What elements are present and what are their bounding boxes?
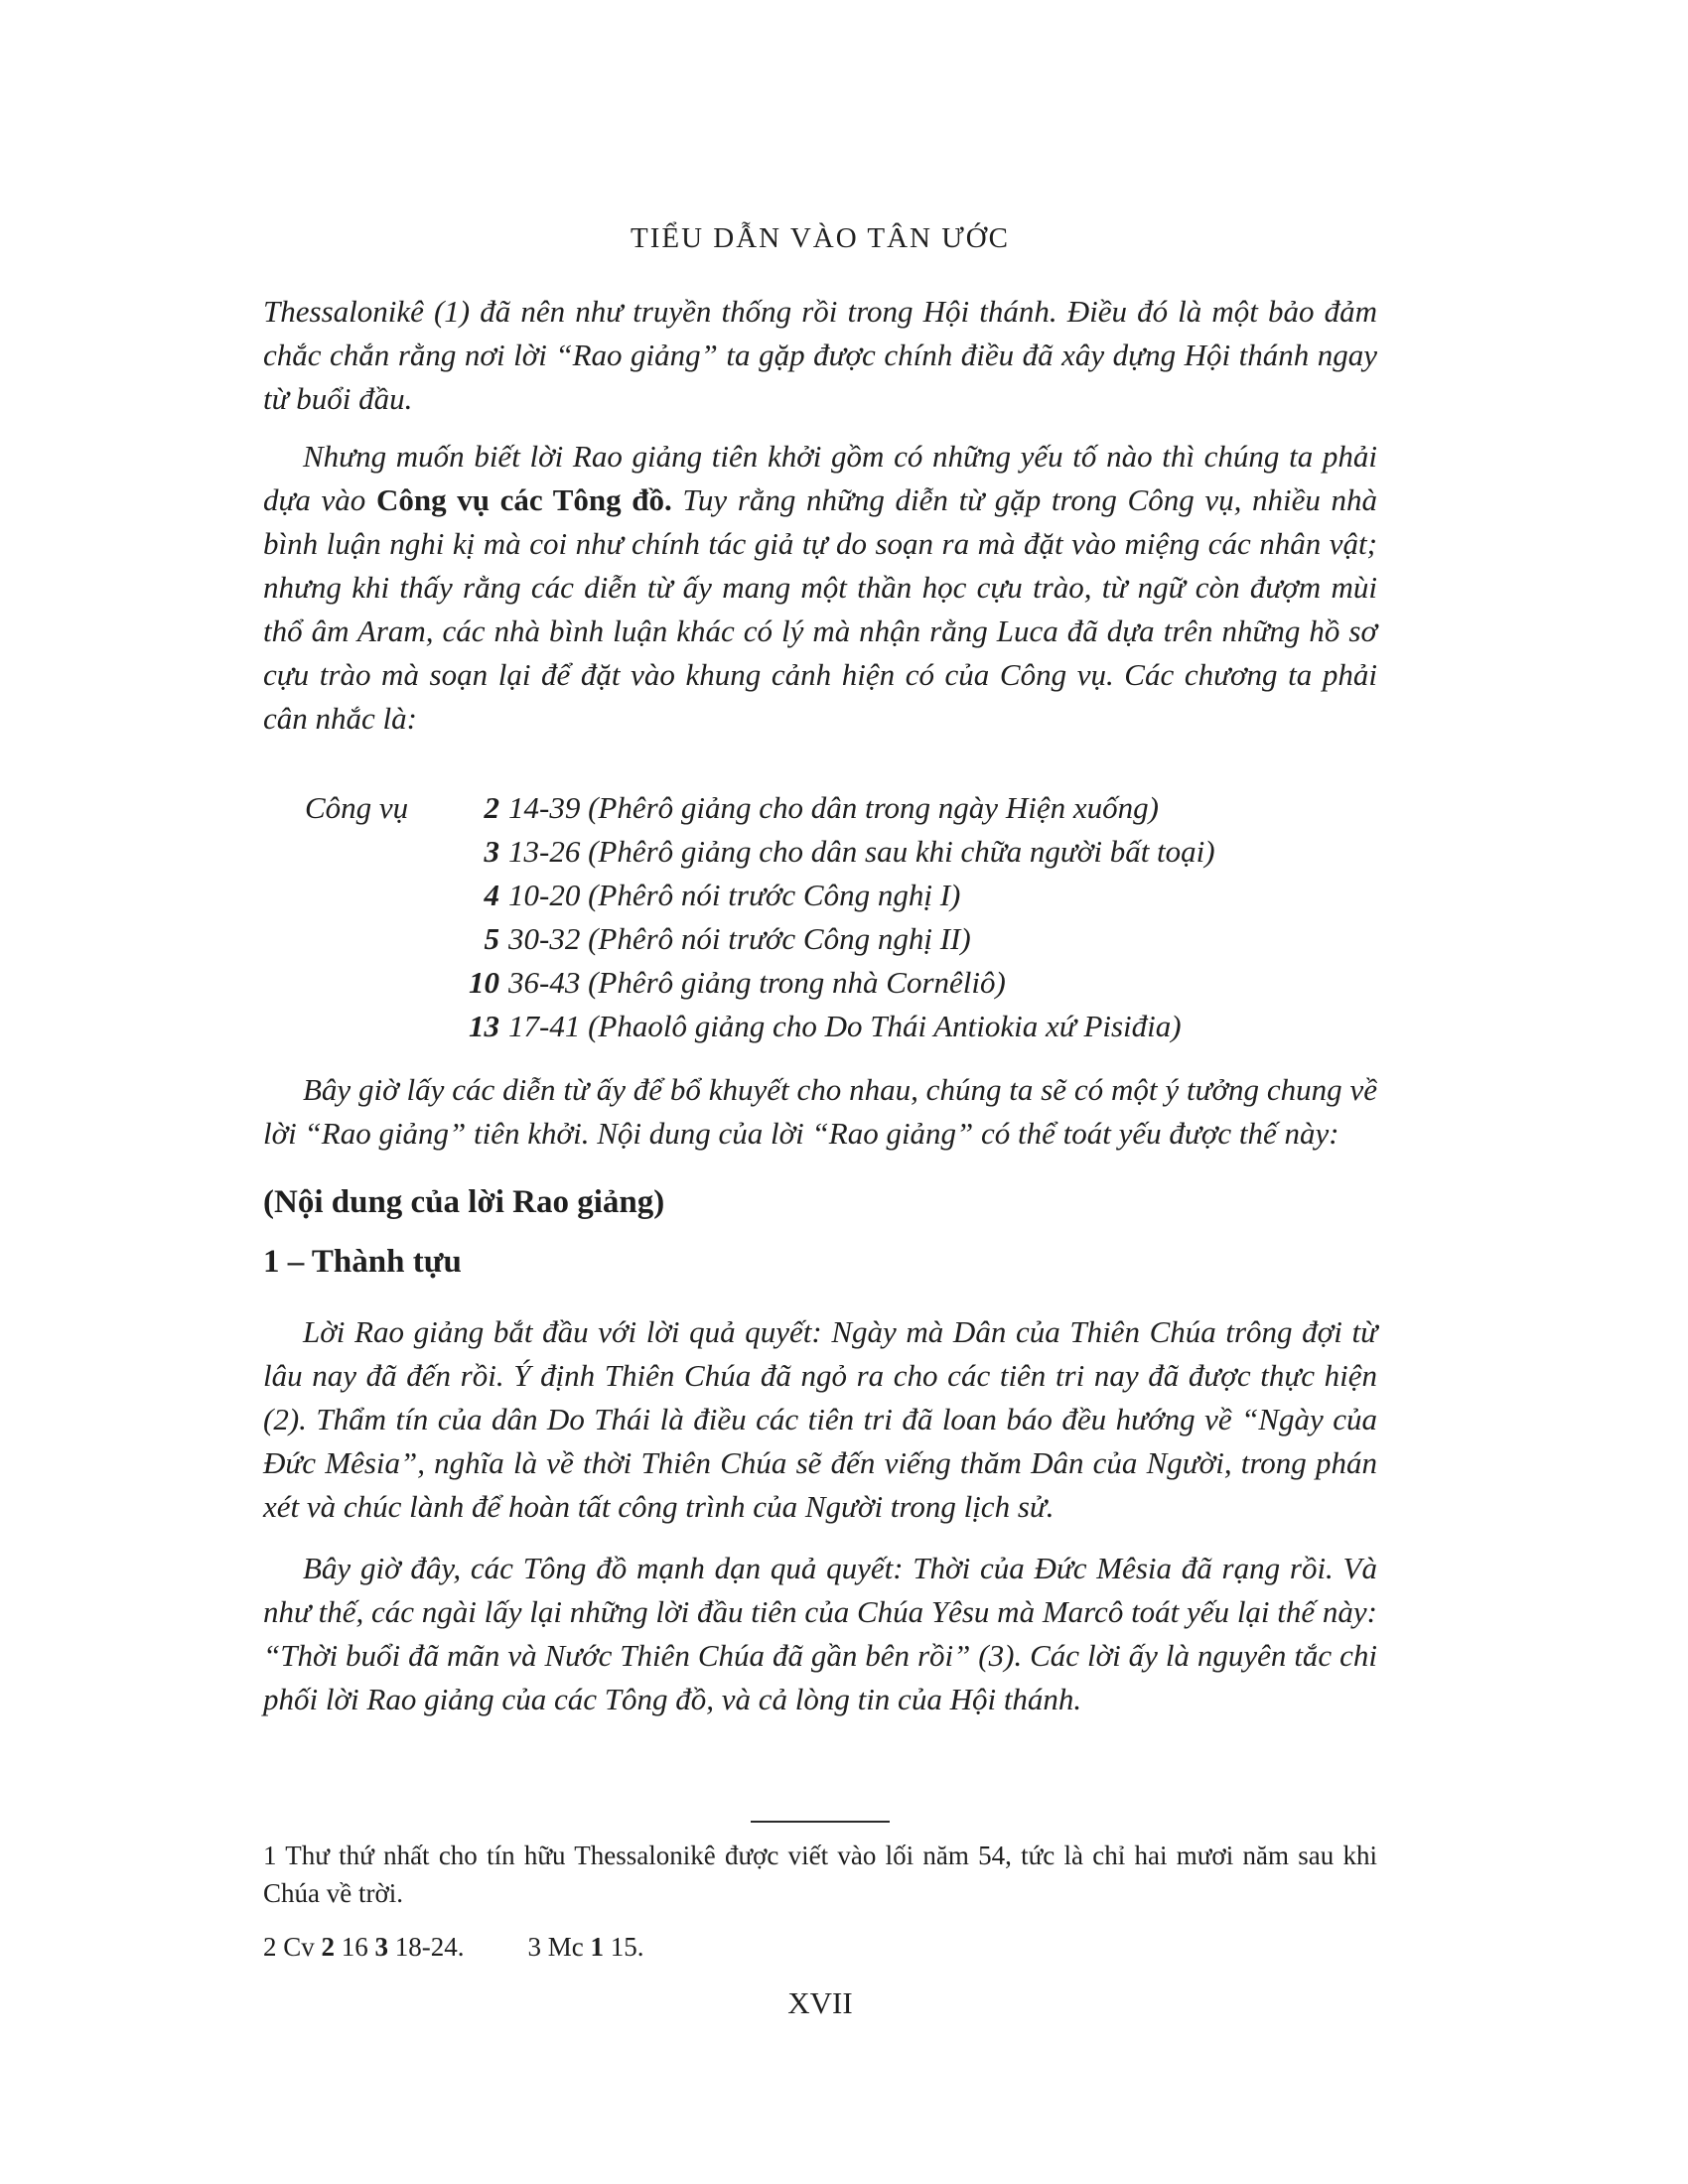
reference-book-label	[263, 1005, 452, 1048]
reference-book-label	[263, 917, 452, 961]
reference-row	[263, 917, 1377, 961]
page-number: XVII	[787, 1985, 853, 2020]
reference-book-label: Công vụ	[305, 790, 409, 825]
reference-row	[263, 830, 1377, 874]
chapter-number: 5	[484, 921, 499, 956]
paragraph-thanh-tuu-1: Lời Rao giảng bắt đầu với lời quả quyết: Ngày mà Dân của Thiên Chúa trông đợi từ lâu nay đã đến rồi. Ý định Thiên Chúa đã ngỏ ra cho các tiên tri nay đã được thực hiện (2). Thẩm tín của dân Do Thái là điều các tiên tri đã loan báo đều hướng về “Ngày của Đức Mêsia”, nghĩa là về thời Thiên Chúa sẽ đến viếng thăm Dân của Người, trong phán xét và chúc lành để hoàn tất công trình của Người trong lịch sử.	[263, 1314, 1377, 1524]
chapter-number: 3	[484, 834, 499, 869]
paragraph-rao-giang	[263, 435, 1377, 741]
scripture-reference-list	[263, 786, 1377, 1048]
footnote-divider	[751, 1821, 890, 1823]
verse-reference: 13-26 (Phêrô giảng cho dân sau khi chữa người bất toại)	[508, 834, 1215, 869]
chapter-number: 10	[469, 965, 499, 1000]
section-heading-noi-dung: (Nội dung của lời Rao giảng)	[263, 1184, 665, 1220]
reference-book-label	[263, 961, 452, 1005]
reference-row	[263, 1005, 1377, 1048]
bold-phrase-cong-vu-cac-tong-do: Công vụ các Tông đồ.	[375, 482, 672, 517]
footnote-2-text: 18-24.	[388, 1932, 465, 1962]
reference-book-label	[263, 874, 452, 917]
paragraph-text: Nhưng muốn biết lời Rao giảng tiên khởi gồm có những yếu tố nào thì chúng ta phải dựa vào	[263, 439, 1377, 517]
footnote-3-text: 3 Mc	[527, 1932, 591, 1962]
chapter-number: 13	[469, 1009, 499, 1043]
footnote-1: 1 Thư thứ nhất cho tín hữu Thessalonikê được viết vào lối năm 54, tức là chỉ hai mươi năm sau khi Chúa về trời.	[263, 1841, 1377, 1908]
page-title: TIỂU DẪN VÀO TÂN ƯỚC	[630, 222, 1011, 254]
verse-reference: 17-41 (Phaolô giảng cho Do Thái Antiokia xứ Pisiđia)	[508, 1009, 1182, 1043]
reference-row	[263, 961, 1377, 1005]
chapter-number: 2	[484, 790, 499, 825]
chapter-number: 4	[484, 878, 499, 912]
footnote-2-and-3	[263, 1928, 1377, 1966]
footnote-3-chapter: 1	[590, 1932, 605, 1962]
verse-reference: 14-39 (Phêrô giảng cho dân trong ngày Hiện xuống)	[508, 790, 1159, 825]
footnote-2-chapter: 2	[321, 1932, 336, 1962]
reference-book-label	[263, 830, 452, 874]
footnote-3-text: 15.	[604, 1932, 644, 1962]
reference-row	[263, 786, 1377, 830]
footnote-2-chapter: 3	[374, 1932, 389, 1962]
footnote-2-text: 2 Cv	[263, 1932, 322, 1962]
subsection-heading-thanh-tuu: 1 – Thành tựu	[263, 1244, 462, 1280]
verse-reference: 30-32 (Phêrô nói trước Công nghị II)	[508, 921, 971, 956]
footnote-2-text: 16	[335, 1932, 375, 1962]
reference-row	[263, 874, 1377, 917]
paragraph-summary-intro: Bây giờ lấy các diễn từ ấy để bổ khuyết cho nhau, chúng ta sẽ có một ý tưởng chung về lời “Rao giảng” tiên khởi. Nội dung của lời “Rao giảng” có thể toát yếu được thế này:	[263, 1072, 1377, 1151]
verse-reference: 36-43 (Phêrô giảng trong nhà Cornêliô)	[508, 965, 1006, 1000]
paragraph-text: Tuy rằng những diễn từ gặp trong Công vụ, nhiều nhà bình luận nghi kị mà coi như chính tác giả tự do soạn ra mà đặt vào miệng các nhân vật; nhưng khi thấy rằng các diễn từ ấy mang một thần học cựu trào, từ ngữ còn đượm mùi thổ âm Aram, các nhà bình luận khác có lý mà nhận rằng Luca đã dựa trên những hồ sơ cựu trào mà soạn lại để đặt vào khung cảnh hiện có của Công vụ. Các chương ta phải cân nhắc là:	[263, 482, 1377, 736]
verse-reference: 10-20 (Phêrô nói trước Công nghị I)	[508, 878, 961, 912]
paragraph-continuation: Thessalonikê (1) đã nên như truyền thống rồi trong Hội thánh. Điều đó là một bảo đảm chắc chắn rằng nơi lời “Rao giảng” ta gặp được chính điều đã xây dựng Hội thánh ngay từ buổi đầu.	[263, 294, 1377, 416]
paragraph-thanh-tuu-2: Bây giờ đây, các Tông đồ mạnh dạn quả quyết: Thời của Đức Mêsia đã rạng rồi. Và như thế, các ngài lấy lại những lời đầu tiên của Chúa Yêsu mà Marcô toát yếu lại thế này: “Thời buổi đã mãn và Nước Thiên Chúa đã gần bên rồi” (3). Các lời ấy là nguyên tắc chi phối lời Rao giảng của các Tông đồ, và cả lòng tin của Hội thánh.	[263, 1551, 1377, 1716]
